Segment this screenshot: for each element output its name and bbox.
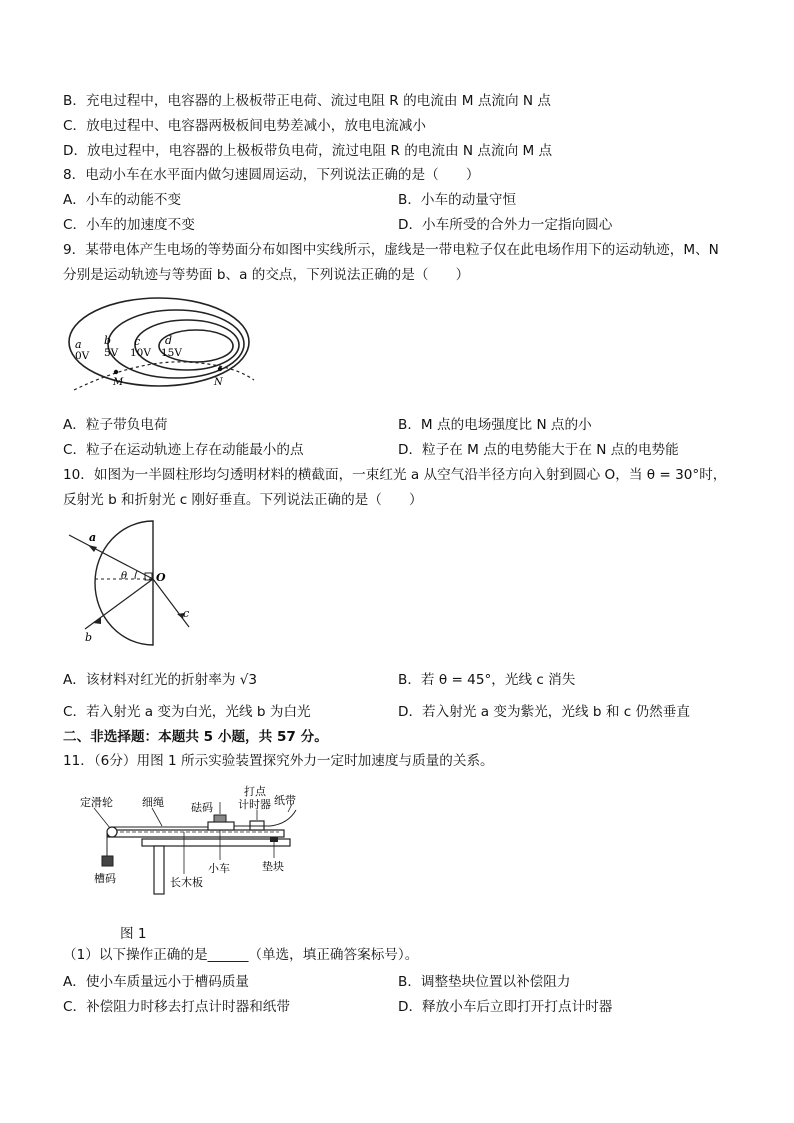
label-pulley: 定滑轮 (80, 796, 113, 809)
figure-caption: 图 1 (120, 926, 147, 942)
q9-option-a: A．粒子带负电荷 (63, 417, 168, 433)
label-a-voltage: 0V (75, 350, 90, 362)
point-m-dot (114, 370, 118, 374)
label-tape: 纸带 (274, 794, 296, 807)
wedge-block (270, 837, 278, 842)
q10-stem-line1: 10．如图为一半圆柱形均匀透明材料的横截面，一束红光 a 从空气沿半径方向入射到圆心 O，当 θ = 30°时， (63, 467, 727, 483)
q9-stem-line2: 分别是运动轨迹与等势面 b、a 的交点，下列说法正确的是（ ） (63, 267, 470, 283)
q11-sub1: （1）以下操作正确的是______（单选，填正确答案标号）。 (63, 947, 419, 963)
q10-semicylinder-figure (63, 517, 195, 649)
theta-arc (135, 571, 137, 579)
label-hanging: 槽码 (94, 872, 116, 885)
label-d: d (165, 334, 173, 347)
label-m: M (113, 377, 124, 388)
q8-option-d: D．小车所受的合外力一定指向圆心 (398, 217, 613, 233)
pulley (107, 827, 117, 837)
label-a: a (89, 531, 97, 544)
table-leg (154, 846, 164, 894)
q10-option-c: C．若入射光 a 变为白光，光线 b 为白光 (63, 704, 311, 720)
q11-option-a: A．使小车质量远小于槽码质量 (63, 974, 250, 990)
q11-option-b: B．调整垫块位置以补偿阻力 (398, 974, 571, 990)
label-d-voltage: 15V (161, 347, 182, 359)
point-n-dot (218, 367, 222, 371)
q11-option-d: D．释放小车后立即打开打点计时器 (398, 999, 613, 1015)
paper-tape (234, 810, 296, 826)
q11-apparatus-figure (74, 784, 302, 900)
label-timer-1: 打点 (244, 785, 266, 798)
q10-option-d: D．若入射光 a 变为紫光，光线 b 和 c 仍然垂直 (398, 704, 690, 720)
q9-option-c: C．粒子在运动轨迹上存在动能最小的点 (63, 442, 304, 458)
label-block: 垫块 (262, 860, 284, 873)
q11-stem: 11．（6分）用图 1 所示实验装置探究外力一定时加速度与质量的关系。 (63, 753, 494, 769)
label-c: c (134, 335, 141, 348)
q11-option-c: C．补偿阻力时移去打点计时器和纸带 (63, 999, 290, 1015)
surface-c (135, 320, 239, 370)
label-n: N (214, 377, 223, 388)
label-b: b (85, 631, 93, 644)
q8-option-a: A．小车的动能不变 (63, 192, 182, 208)
label-weight: 砝码 (191, 801, 213, 814)
ray-a (69, 535, 153, 579)
long-board (108, 830, 284, 837)
label-board: 长木板 (170, 876, 203, 889)
hanging-weight (102, 856, 113, 866)
label-cart: 小车 (208, 862, 230, 875)
section-heading: 二、非选择题：本题共 5 小题，共 57 分。 (63, 729, 328, 745)
q8-option-b: B．小车的动量守恒 (398, 192, 517, 208)
table-top (142, 839, 290, 846)
label-timer-2: 计时器 (238, 798, 271, 811)
label-b-voltage: 5V (104, 347, 119, 359)
semicircle-outline (95, 521, 153, 645)
q9-equipotential-figure (66, 294, 256, 396)
ray-a-arrow (88, 545, 97, 552)
ray-b-arrow (93, 617, 101, 624)
label-b: b (104, 334, 112, 347)
q7-option-c: C．放电过程中、电容器两极板间电势差减小，放电电流减小 (63, 118, 426, 134)
label-a: a (75, 338, 82, 351)
label-theta: θ (121, 571, 128, 582)
q9-stem-line1: 9．某带电体产生电场的等势面分布如图中实线所示，虚线是一带电粒子仅在此电场作用下的运动轨迹，M、N (63, 242, 719, 258)
cart (208, 822, 234, 830)
q10-option-b: B．若 θ = 45°，光线 c 消失 (398, 672, 576, 688)
q9-option-b: B．M 点的电场强度比 N 点的小 (398, 417, 592, 433)
label-o: O (156, 571, 166, 584)
cart-weight (214, 815, 226, 822)
label-c-voltage: 10V (130, 347, 151, 359)
q8-option-c: C．小车的加速度不变 (63, 217, 195, 233)
label-c: c (183, 607, 190, 620)
label-string: 细绳 (142, 796, 164, 809)
q7-option-d: D．放电过程中，电容器的上极板带负电荷，流过电阻 R 的电流由 N 点流向 M 点 (63, 143, 553, 159)
q8-stem: 8．电动小车在水平面内做匀速圆周运动，下列说法正确的是（ ） (63, 167, 480, 183)
q10-stem-line2: 反射光 b 和折射光 c 刚好垂直。下列说法正确的是（ ） (63, 492, 423, 508)
q9-option-d: D．粒子在 M 点的电势能大于在 N 点的电势能 (398, 442, 679, 458)
q10-option-a: A．该材料对红光的折射率为 √3 (63, 672, 258, 688)
q7-option-b: B．充电过程中，电容器的上极板带正电荷、流过电阻 R 的电流由 M 点流向 N 点 (63, 93, 551, 109)
